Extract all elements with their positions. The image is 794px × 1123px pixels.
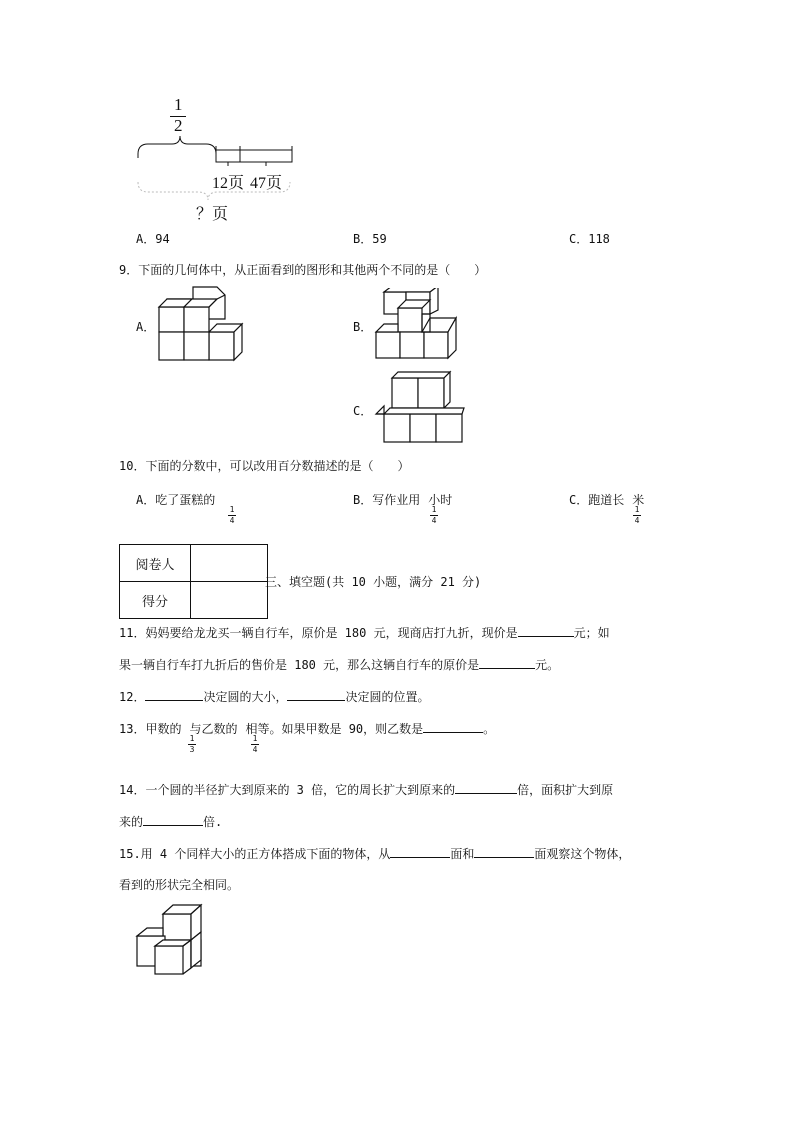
q9-option-a: A． <box>136 320 156 334</box>
fraction-num: 1 <box>189 734 195 743</box>
cube-figure-c <box>372 370 467 445</box>
reviewer-label: 阅卷人 <box>120 545 191 582</box>
q15-blank-2[interactable] <box>474 845 534 858</box>
q11-text-3: 果一辆自行车打九折后的售价是 180 元，那么这辆自行车的原价是 <box>119 658 480 672</box>
q12-text-3: 决定圆的位置。 <box>345 690 430 704</box>
q12-line <box>119 688 429 705</box>
fraction-num: 1 <box>252 734 258 743</box>
q12-blank-1[interactable] <box>145 688 203 701</box>
q11-text-4: 元。 <box>535 658 560 672</box>
fraction-num: 1 <box>229 505 235 514</box>
q13-text-2: 与乙数的 <box>189 722 238 736</box>
q14-blank-2[interactable] <box>143 813 203 826</box>
q13-blank[interactable] <box>423 720 483 733</box>
fraction-half-den: 2 <box>174 116 183 135</box>
q10-option-c-label: C．跑道长 <box>569 493 625 507</box>
q14-blank-1[interactable] <box>455 781 517 794</box>
q13-text-4: 。 <box>483 722 496 736</box>
q13-line <box>119 720 495 737</box>
q10-option-a-label: A．吃了蛋糕的 <box>136 493 216 507</box>
fraction-den: 4 <box>229 516 235 525</box>
q10-text: 10．下面的分数中，可以改用百分数描述的是（ ） <box>119 459 410 473</box>
q15-blank-1[interactable] <box>390 845 450 858</box>
q13-text-1: 13．甲数的 <box>119 722 182 736</box>
q13-fraction-1 <box>188 735 196 754</box>
label-47-pages: 47页 <box>250 175 283 192</box>
q14-line2 <box>119 813 222 830</box>
label-12-pages: 12页 <box>212 175 245 192</box>
q15-text-3: 面观察这个物体， <box>534 847 631 861</box>
q12-text-2: 决定圆的大小， <box>203 690 288 704</box>
q15-line1 <box>119 845 630 862</box>
label-unknown-pages: ？页 <box>196 206 229 223</box>
q13-fraction-2 <box>251 735 259 754</box>
q12-text-1: 12． <box>119 690 146 704</box>
q9-option-c: C． <box>353 404 373 418</box>
q11-blank-2[interactable] <box>479 656 535 669</box>
q12-blank-2[interactable] <box>287 688 345 701</box>
fraction-den: 3 <box>189 745 195 754</box>
fraction-den: 4 <box>634 516 640 525</box>
score-label: 得分 <box>120 582 191 619</box>
fraction-half-num: 1 <box>174 95 183 114</box>
cube-figure-b <box>372 288 467 363</box>
q8-option-b: B．59 <box>353 232 387 246</box>
q9-text: 9．下面的几何体中，从正面看到的图形和其他两个不同的是（ ） <box>119 263 487 277</box>
q10-option-b-fraction <box>430 506 438 525</box>
reviewer-cell[interactable] <box>191 545 268 582</box>
section-3-title: 三、填空题(共 10 小题，满分 21 分) <box>265 575 482 589</box>
fraction-den: 4 <box>252 745 258 754</box>
q10-option-b-suffix: 小时 <box>428 493 453 507</box>
fraction-num: 1 <box>431 505 437 514</box>
q14-text-4: 倍. <box>203 815 223 829</box>
fraction-num: 1 <box>634 505 640 514</box>
q11-line1 <box>119 624 610 641</box>
q14-line1 <box>119 781 613 798</box>
q11-line2 <box>119 656 559 673</box>
q10-option-b-label: B．写作业用 <box>353 493 421 507</box>
q11-blank-1[interactable] <box>518 624 574 637</box>
q11-text-1: 11．妈妈要给龙龙买一辆自行车，原价是 180 元，现商店打九折，现价是 <box>119 626 518 640</box>
q15-text-2: 面和 <box>450 847 475 861</box>
q11-text-2: 元；如 <box>573 626 610 640</box>
cube-figure-q15 <box>133 902 213 977</box>
q15-line2 <box>119 876 239 893</box>
q13-text-3: 相等。如果甲数是 90，则乙数是 <box>245 722 424 736</box>
score-table <box>119 544 268 619</box>
q15-text-1: 15.用 4 个同样大小的正方体搭成下面的物体，从 <box>119 847 391 861</box>
q10-option-a <box>136 491 215 508</box>
q8-option-a: A．94 <box>136 232 170 246</box>
q9-option-b: B． <box>353 320 373 334</box>
score-cell[interactable] <box>191 582 268 619</box>
q14-text-2: 倍，面积扩大到原 <box>517 783 614 797</box>
q15-text-4: 看到的形状完全相同。 <box>119 878 240 892</box>
q14-text-1: 14．一个圆的半径扩大到原来的 3 倍，它的周长扩大到原来的 <box>119 783 456 797</box>
cube-figure-a <box>155 285 245 365</box>
q10-option-c-fraction <box>633 506 641 525</box>
q14-text-3: 来的 <box>119 815 144 829</box>
fraction-den: 4 <box>431 516 437 525</box>
q10-option-c-suffix: 米 <box>632 493 645 507</box>
q10-option-a-fraction <box>228 506 236 525</box>
q8-option-c: C．118 <box>569 232 610 246</box>
